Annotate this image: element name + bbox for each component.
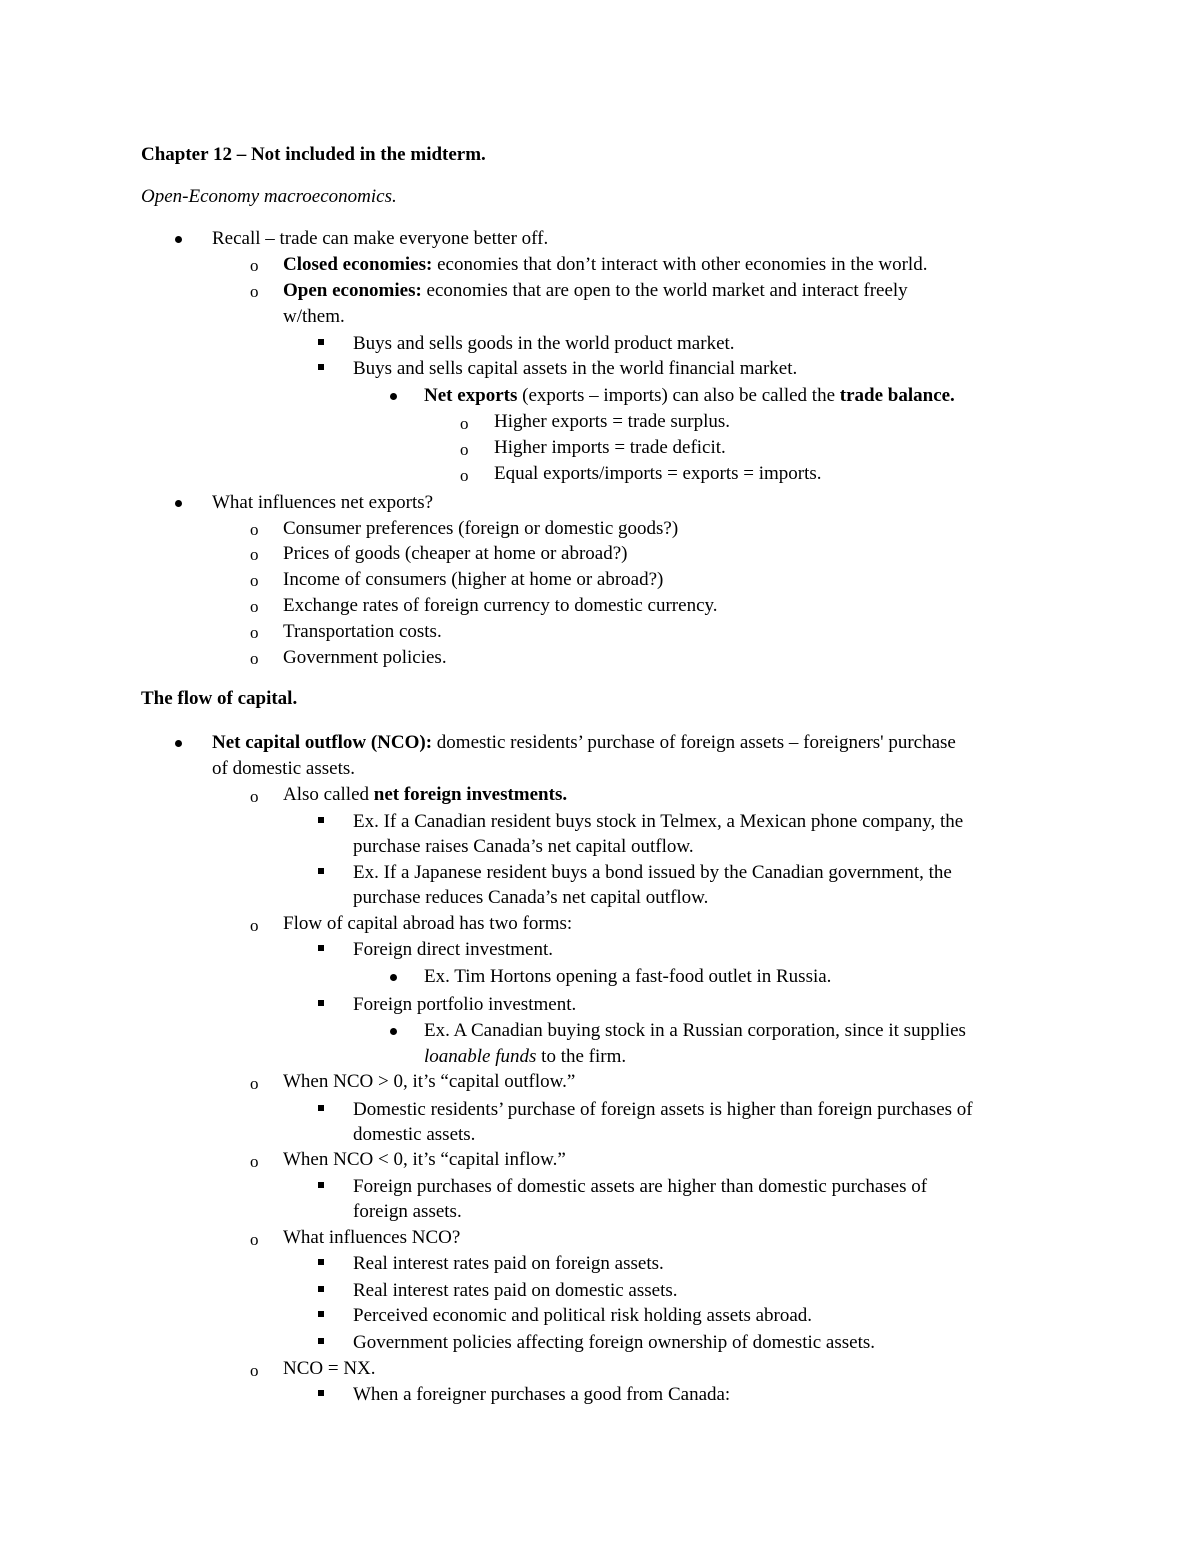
list-item: Foreign direct investment. xyxy=(353,939,553,960)
list-item xyxy=(283,280,908,302)
list-item: Buys and sells capital assets in the world financial market. xyxy=(353,358,798,379)
list-item xyxy=(212,732,956,754)
list-item: Real interest rates paid on domestic assets. xyxy=(353,1280,678,1301)
bullet-circle-icon: o xyxy=(250,256,259,275)
bullet-circle-icon: o xyxy=(250,1074,259,1093)
bullet-square-icon xyxy=(318,339,324,345)
bullet-circle-icon: o xyxy=(250,545,259,564)
list-item: Ex. Tim Hortons opening a fast-food outlet in Russia. xyxy=(424,966,832,987)
list-item-continued: domestic assets. xyxy=(353,1124,476,1145)
list-item-continued xyxy=(424,1046,626,1068)
list-item: Recall – trade can make everyone better off. xyxy=(212,228,549,249)
bullet-square-icon xyxy=(318,1105,324,1111)
list-item: When NCO > 0, it’s “capital outflow.” xyxy=(283,1071,576,1092)
bullet-circle-icon: o xyxy=(250,916,259,935)
chapter-title: Chapter 12 – Not included in the midterm. xyxy=(141,144,486,165)
list-item: Income of consumers (higher at home or abroad?) xyxy=(283,569,664,590)
bullet-circle-icon: o xyxy=(250,597,259,616)
term-definition: (exports – imports) can also be called the xyxy=(517,385,840,406)
list-item-continued: foreign assets. xyxy=(353,1201,462,1222)
term-label: Open economies: xyxy=(283,280,422,301)
list-item: Government policies affecting foreign ownership of domestic assets. xyxy=(353,1332,876,1353)
bullet-circle-icon: o xyxy=(250,282,259,301)
list-item: Government policies. xyxy=(283,647,447,668)
bullet-circle-icon: o xyxy=(250,571,259,590)
inline-text: Also called xyxy=(283,784,374,805)
list-item: Flow of capital abroad has two forms: xyxy=(283,913,573,934)
bullet-square-icon xyxy=(318,1259,324,1265)
list-item: When a foreigner purchases a good from Canada: xyxy=(353,1384,731,1405)
bullet-disc-icon xyxy=(390,974,397,981)
list-item: Ex. A Canadian buying stock in a Russian corporation, since it supplies xyxy=(424,1020,966,1041)
list-item: When NCO < 0, it’s “capital inflow.” xyxy=(283,1149,566,1170)
term-definition: domestic residents’ purchase of foreign assets – foreigners' purchase xyxy=(432,732,956,753)
bullet-circle-icon: o xyxy=(250,520,259,539)
bullet-circle-icon: o xyxy=(460,466,469,485)
bullet-square-icon xyxy=(318,868,324,874)
bullet-circle-icon: o xyxy=(250,623,259,642)
list-item: Consumer preferences (foreign or domestic goods?) xyxy=(283,518,679,539)
bullet-circle-icon: o xyxy=(460,440,469,459)
bullet-square-icon xyxy=(318,1390,324,1396)
bullet-square-icon xyxy=(318,817,324,823)
bullet-disc-icon xyxy=(175,236,182,243)
list-item: Higher imports = trade deficit. xyxy=(494,437,726,458)
list-item xyxy=(283,784,567,806)
term-label: Net capital outflow (NCO): xyxy=(212,732,433,753)
list-item-continued: purchase reduces Canada’s net capital outflow. xyxy=(353,887,709,908)
list-item: Buys and sells goods in the world product market. xyxy=(353,333,735,354)
list-item: Foreign purchases of domestic assets are higher than domestic purchases of xyxy=(353,1176,928,1197)
list-item: What influences NCO? xyxy=(283,1227,461,1248)
section-subtitle: Open-Economy macroeconomics. xyxy=(141,186,397,207)
list-item-continued: w/them. xyxy=(283,306,345,327)
list-item: Ex. If a Japanese resident buys a bond issued by the Canadian government, the xyxy=(353,862,952,883)
bullet-square-icon xyxy=(318,1311,324,1317)
inline-text: to the firm. xyxy=(536,1046,627,1067)
list-item: Prices of goods (cheaper at home or abroad?) xyxy=(283,543,628,564)
list-item: Domestic residents’ purchase of foreign assets is higher than foreign purchases of xyxy=(353,1099,973,1120)
bullet-disc-icon xyxy=(390,393,397,400)
list-item xyxy=(424,385,955,407)
bullet-disc-icon xyxy=(175,500,182,507)
bullet-square-icon xyxy=(318,1182,324,1188)
bullet-disc-icon xyxy=(390,1028,397,1035)
term-definition: economies that don’t interact with other economies in the world. xyxy=(432,254,928,275)
bullet-circle-icon: o xyxy=(250,649,259,668)
list-item: What influences net exports? xyxy=(212,492,434,513)
list-item: Higher exports = trade surplus. xyxy=(494,411,731,432)
bullet-square-icon xyxy=(318,1286,324,1292)
term-label: Closed economies: xyxy=(283,254,433,275)
bullet-square-icon xyxy=(318,1338,324,1344)
term-label: trade balance. xyxy=(839,385,955,406)
italic-term: loanable funds xyxy=(424,1046,537,1067)
bullet-disc-icon xyxy=(175,740,182,747)
bullet-square-icon xyxy=(318,1000,324,1006)
list-item: Ex. If a Canadian resident buys stock in Telmex, a Mexican phone company, the xyxy=(353,811,964,832)
bullet-circle-icon: o xyxy=(250,1361,259,1380)
list-item: Exchange rates of foreign currency to domestic currency. xyxy=(283,595,718,616)
list-item: Real interest rates paid on foreign assets. xyxy=(353,1253,664,1274)
list-item-continued: of domestic assets. xyxy=(212,758,356,779)
list-item: Perceived economic and political risk holding assets abroad. xyxy=(353,1305,813,1326)
list-item: NCO = NX. xyxy=(283,1358,376,1379)
bullet-square-icon xyxy=(318,364,324,370)
bullet-circle-icon: o xyxy=(250,1230,259,1249)
bullet-square-icon xyxy=(318,945,324,951)
list-item xyxy=(283,254,927,276)
bullet-circle-icon: o xyxy=(460,414,469,433)
term-label: Net exports xyxy=(424,385,518,406)
term-label: net foreign investments. xyxy=(373,784,568,805)
bullet-circle-icon: o xyxy=(250,1152,259,1171)
list-item: Equal exports/imports = exports = imports. xyxy=(494,463,822,484)
bullet-circle-icon: o xyxy=(250,787,259,806)
list-item: Foreign portfolio investment. xyxy=(353,994,577,1015)
list-item-continued: purchase raises Canada’s net capital outflow. xyxy=(353,836,694,857)
section-heading: The flow of capital. xyxy=(141,688,298,709)
term-definition: economies that are open to the world market and interact freely xyxy=(421,280,908,301)
list-item: Transportation costs. xyxy=(283,621,442,642)
